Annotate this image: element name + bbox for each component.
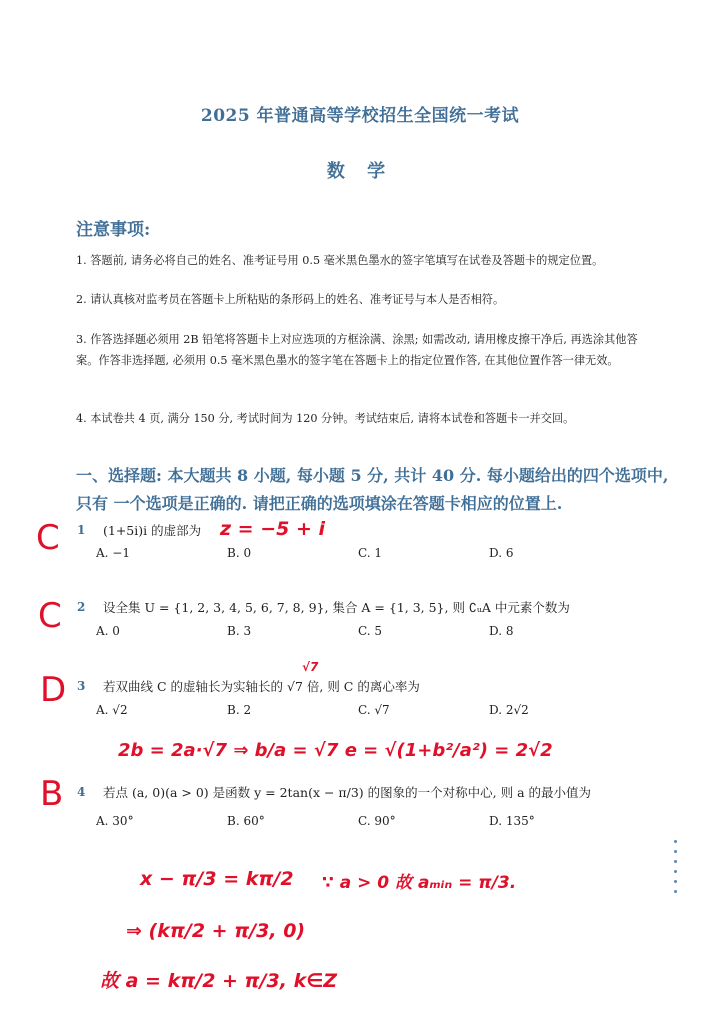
option-q3-c: C. √7 xyxy=(358,703,390,717)
option-q2-c: C. 5 xyxy=(358,624,383,638)
handwriting-q4-line1: x − π/3 = kπ/2 xyxy=(140,868,294,890)
option-q4-c: C. 90° xyxy=(358,814,396,828)
question-number-1: 1 xyxy=(77,523,86,537)
scroll-dot xyxy=(674,860,677,863)
answer-mark-q1: C xyxy=(36,518,60,558)
answer-mark-q3: D xyxy=(40,670,67,710)
option-q3-a: A. √2 xyxy=(96,703,128,717)
scroll-dot xyxy=(674,880,677,883)
scroll-dot xyxy=(674,840,677,843)
handwriting-q4-line1b: ∵ a > 0 故 aₘᵢₙ = π/3. xyxy=(322,873,517,893)
question-text-3: 若双曲线 C 的虚轴长为实轴长的 √7 倍, 则 C 的离心率为 xyxy=(103,679,420,694)
option-q1-b: B. 0 xyxy=(227,546,252,560)
notice-item-3: 3. 作答选择题必须用 2B 铅笔将答题卡上对应选项的方框涂满、涂黑; 如需改动, 请用橡皮擦干净后, 再选涂其他答案。作答非选择题, 必须用 0.5 毫米黑色墨水的签字笔在答题卡上的指定位置作答, 在其他位置作答一律无效。 xyxy=(76,333,638,367)
option-q2-b: B. 3 xyxy=(227,624,252,638)
option-q4-b: B. 60° xyxy=(227,814,265,828)
option-q4-d: D. 135° xyxy=(489,814,535,828)
handwriting-q4-line3: 故 a = kπ/2 + π/3, k∈Z xyxy=(100,970,338,992)
scroll-dot xyxy=(674,850,677,853)
option-q1-d: D. 6 xyxy=(489,546,514,560)
answer-mark-q2: C xyxy=(38,596,62,636)
section-heading-line2: 只有 一个选项是正确的. 请把正确的选项填涂在答题卡相应的位置上. xyxy=(76,494,563,513)
option-q2-a: A. 0 xyxy=(96,624,120,638)
section-heading xyxy=(76,462,676,518)
notice-item-2: 2. 请认真核对监考员在答题卡上所粘贴的条形码上的姓名、准考证号与本人是否相符。 xyxy=(76,293,505,306)
option-q3-d: D. 2√2 xyxy=(489,703,529,717)
exam-subject: 数 学 xyxy=(326,161,394,182)
option-q1-c: C. 1 xyxy=(358,546,383,560)
notice-item-1: 1. 答题前, 请务必将自己的姓名、准考证号用 0.5 毫米黑色墨水的签字笔填写在试卷及答题卡的规定位置。 xyxy=(76,254,604,267)
option-q1-a: A. −1 xyxy=(96,546,130,560)
handwriting-q3-sup: √7 xyxy=(302,660,319,674)
question-number-4: 4 xyxy=(77,785,86,799)
option-q3-b: B. 2 xyxy=(227,703,252,717)
handwriting-q3-work: 2b = 2a·√7 ⇒ b/a = √7 e = √(1+b²/a²) = 2√2 xyxy=(118,740,553,761)
handwriting-q4-line2: ⇒ (kπ/2 + π/3, 0) xyxy=(126,920,306,942)
notice-heading: 注意事项: xyxy=(76,220,151,240)
question-number-2: 2 xyxy=(77,600,86,614)
scroll-dot xyxy=(674,890,677,893)
option-q4-a: A. 30° xyxy=(96,814,134,828)
question-text-4: 若点 (a, 0)(a > 0) 是函数 y = 2tan(x − π/3) 的图象的一个对称中心, 则 a 的最小值为 xyxy=(103,785,591,800)
question-text-1: (1+5i)i 的虚部为 xyxy=(103,523,202,538)
page-scroll-dots xyxy=(674,840,678,900)
notice-item-4: 4. 本试卷共 4 页, 满分 150 分, 考试时间为 120 分钟。考试结束后, 请将本试卷和答题卡一并交回。 xyxy=(76,412,575,425)
question-text-2: 设全集 U = {1, 2, 3, 4, 5, 6, 7, 8, 9}, 集合 A = {1, 3, 5}, 则 ∁ᵤA 中元素个数为 xyxy=(103,600,570,615)
scroll-dot xyxy=(674,870,677,873)
section-heading-line1: 一、选择题: 本大题共 8 小题, 每小题 5 分, 共计 40 分. 每小题给出的四个选项中, xyxy=(76,466,669,485)
exam-title: 2025 年普通高等学校招生全国统一考试 xyxy=(200,106,520,126)
question-number-3: 3 xyxy=(77,679,86,693)
option-q2-d: D. 8 xyxy=(489,624,514,638)
answer-mark-q4: B xyxy=(40,774,64,814)
handwriting-q1: z = −5 + i xyxy=(220,518,326,540)
